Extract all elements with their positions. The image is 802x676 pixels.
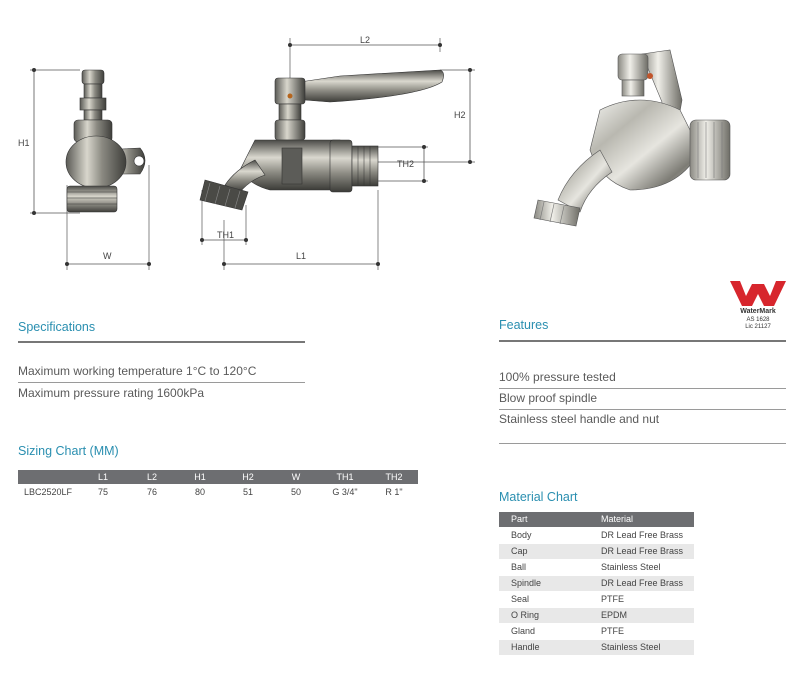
dim-th2-label: TH2 [397, 159, 415, 169]
material-part: Body [511, 530, 532, 540]
sizing-header-cell: H1 [194, 472, 206, 482]
material-chart-header [499, 512, 694, 527]
features-bottom-rule [499, 443, 786, 444]
side-view-drawing [196, 30, 486, 274]
table-row [499, 592, 694, 607]
feature-divider [499, 409, 786, 410]
dim-l2-label: L2 [360, 35, 371, 45]
front-view-drawing [14, 60, 164, 272]
feature-line: Blow proof spindle [499, 391, 598, 405]
watermark-brand: WaterMark [740, 308, 776, 315]
spec-divider [18, 382, 305, 383]
feature-divider [499, 388, 786, 389]
material-chart-title: Material Chart [499, 490, 578, 504]
sizing-header-cell: L2 [146, 472, 157, 482]
features-title: Features [499, 318, 549, 332]
material-part: Cap [511, 546, 528, 556]
watermark-licence: Lic 21127 [745, 324, 771, 330]
spec-line: Maximum working temperature 1°C to 120°C [18, 364, 257, 378]
product-photo [530, 40, 740, 240]
material-value: PTFE [601, 594, 625, 604]
sizing-cell-model: LBC2520LF [23, 487, 73, 497]
material-value: DR Lead Free Brass [601, 578, 684, 588]
sizing-header-cell: H2 [242, 472, 254, 482]
sizing-cell: R 1" [385, 487, 403, 497]
specifications-title: Specifications [18, 320, 96, 334]
sizing-header-cell: L1 [97, 472, 108, 482]
spec-line: Maximum pressure rating 1600kPa [18, 386, 205, 400]
table-row [499, 544, 694, 559]
material-part: Gland [511, 626, 536, 636]
table-row [499, 640, 694, 655]
dim-h1-label: H1 [18, 138, 30, 148]
sizing-cell: 51 [242, 487, 253, 497]
dim-h2-label: H2 [454, 110, 466, 120]
dim-w-label: W [103, 251, 112, 261]
material-value: DR Lead Free Brass [601, 530, 684, 540]
feature-line: 100% pressure tested [499, 370, 616, 384]
sizing-cell: 80 [194, 487, 205, 497]
sizing-cell: 50 [290, 487, 301, 497]
table-row [499, 528, 694, 543]
material-value: Stainless Steel [601, 562, 661, 572]
features-rule [499, 340, 786, 342]
material-part: Spindle [511, 578, 542, 588]
sizing-header-cell [18, 470, 78, 484]
table-row [499, 560, 694, 575]
table-row [499, 608, 694, 623]
table-row [18, 485, 418, 499]
sizing-header-cell: TH2 [385, 472, 403, 482]
material-part: Seal [511, 594, 530, 604]
table-row [499, 576, 694, 591]
watermark-logo [726, 278, 790, 336]
material-value: PTFE [601, 626, 625, 636]
sizing-header-cell: W [291, 472, 301, 482]
sizing-cell: 76 [146, 487, 157, 497]
sizing-cell: 75 [97, 487, 108, 497]
watermark-standard: AS 1628 [746, 317, 770, 323]
material-value: EPDM [601, 610, 628, 620]
material-part: Handle [511, 642, 540, 652]
material-header-material: Material [601, 514, 634, 524]
dim-th1-label: TH1 [217, 230, 235, 240]
table-row [499, 624, 694, 639]
sizing-chart-title: Sizing Chart (MM) [18, 444, 119, 458]
material-part: Ball [511, 562, 527, 572]
material-value: DR Lead Free Brass [601, 546, 684, 556]
sizing-header-cell: TH1 [336, 472, 354, 482]
sizing-cell: G 3/4" [332, 487, 358, 497]
watermark-w-icon [726, 278, 790, 308]
specifications-rule [18, 341, 305, 343]
dim-l1-label: L1 [296, 251, 307, 261]
material-header-part: Part [511, 514, 528, 524]
feature-line: Stainless steel handle and nut [499, 412, 660, 426]
sizing-chart-header [18, 470, 418, 484]
material-part: O Ring [511, 610, 540, 620]
material-value: Stainless Steel [601, 642, 661, 652]
